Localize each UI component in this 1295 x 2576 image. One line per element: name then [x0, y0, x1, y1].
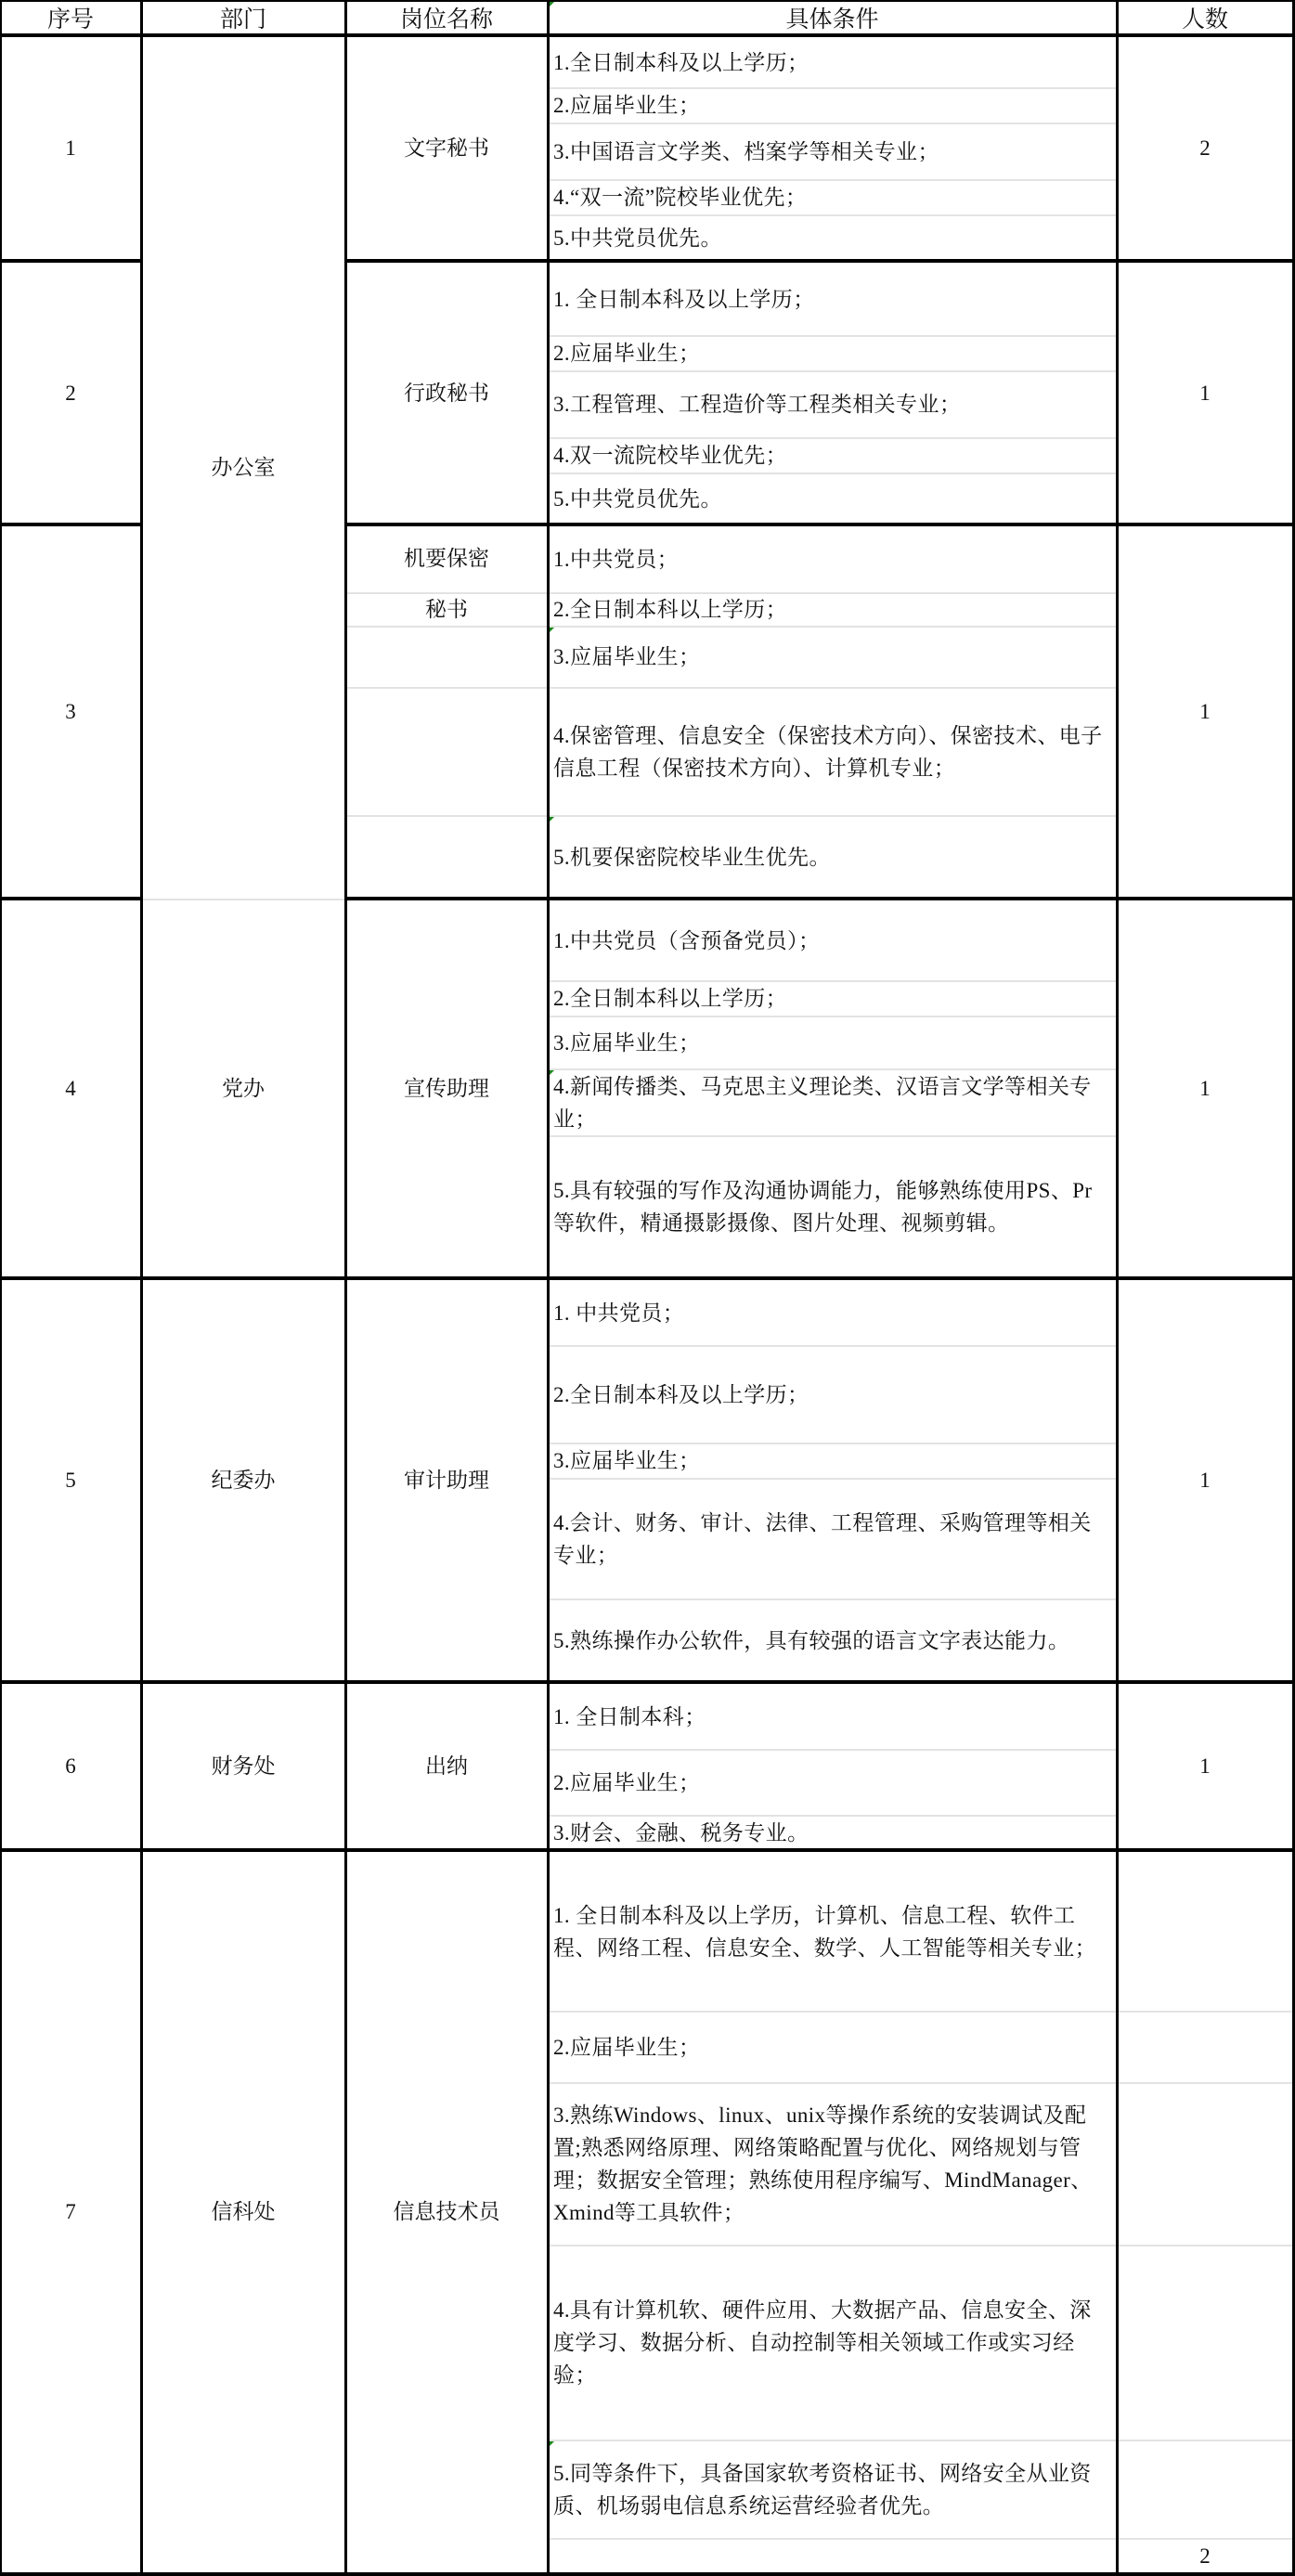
- row-5-position: 审计助理: [404, 1469, 489, 1492]
- row-1-condition-4: 4.“双一流”院校毕业优先；: [553, 186, 808, 209]
- gridline: [550, 2245, 1293, 2246]
- gridline: [550, 2082, 1293, 2084]
- row-3-condition-2: 2.全日制本科以上学历；: [553, 598, 788, 621]
- gridline: [550, 1345, 1116, 1347]
- cell-marker-icon: [550, 2441, 554, 2446]
- row-2-condition-1: 1. 全日制本科及以上学历；: [553, 287, 815, 311]
- header-position: [345, 0, 548, 35]
- border-col-1: [140, 0, 143, 2576]
- gridline: [550, 980, 1116, 982]
- border-col-3: [547, 0, 550, 2576]
- gridline: [143, 899, 345, 900]
- border-left: [0, 0, 2, 2576]
- row-4-condition-5: 5.具有较强的写作及沟通协调能力，能够熟练使用PS、Pr等软件，精通摄影摄像、图片处理、视频剪辑。: [553, 1179, 1093, 1235]
- row-6-position: 出纳: [425, 1754, 468, 1778]
- border-row-2-bottom: [0, 523, 141, 526]
- gridline: [550, 1749, 1116, 1751]
- row-1-position: 文字秘书: [404, 136, 489, 160]
- row-1-count: 2: [1199, 136, 1211, 160]
- header-position-label: 岗位名称: [399, 7, 493, 32]
- row-6-index: 6: [65, 1754, 76, 1778]
- border-col-4: [1116, 0, 1119, 2576]
- row-4-condition-4: 4.新闻传播类、马克思主义理论类、汉语言文学等相关专业；: [553, 1074, 1092, 1131]
- header-department-label: 部门: [219, 7, 266, 32]
- row-7-department: 信科处: [211, 2200, 276, 2223]
- gridline: [347, 626, 1116, 628]
- border-row-1-bottom: [0, 259, 141, 263]
- gridline: [347, 815, 1116, 817]
- row-4-position: 宣传助理: [404, 1077, 489, 1100]
- row-5-condition-5: 5.熟练操作办公软件，具有较强的语言文字表达能力。: [553, 1628, 1070, 1652]
- row-1-index: 1: [65, 136, 76, 160]
- row-7-condition-4: 4.具有计算机软、硬件应用、大数据产品、信息安全、深度学习、数据分析、自动控制等相关领域工作或实习经验；: [553, 2298, 1092, 2387]
- gridline: [550, 1478, 1116, 1480]
- gridline: [550, 1443, 1116, 1444]
- border-row-3-bottom: [0, 897, 141, 900]
- gridline: [347, 687, 1116, 689]
- row-1-condition-5: 5.中共党员优先。: [553, 226, 722, 250]
- row-7-condition-2: 2.应届毕业生；: [553, 2035, 701, 2059]
- row-5-condition-1: 1. 中共党员；: [553, 1301, 685, 1325]
- row-7-condition-1: 1. 全日制本科及以上学历，计算机、信息工程、软件工程、网络工程、信息安全、数学、人工智能等相关专业；: [553, 1903, 1096, 1960]
- row-3-condition-5: 5.机要保密院校毕业生优先。: [553, 845, 831, 869]
- row-7-condition-5: 5.同等条件下，具备国家软考资格证书、网络安全从业资质、机场弱电信息系统运营经验者优先。: [553, 2461, 1092, 2518]
- cell-marker-icon: [550, 628, 554, 632]
- row-3-condition-3: 3.应届毕业生；: [553, 645, 701, 668]
- cell-marker-icon: [550, 817, 554, 822]
- gridline: [550, 2440, 1293, 2441]
- row-3-count: 1: [1199, 700, 1211, 723]
- border-header-bottom: [0, 33, 1295, 37]
- gridline: [550, 123, 1116, 124]
- row-3-index: 3: [65, 700, 76, 723]
- row-4-department: 党办: [222, 1077, 265, 1100]
- gridline: [550, 1068, 1116, 1070]
- row-4-condition-1: 1.中共党员（含预备党员）；: [553, 928, 821, 952]
- row-1-condition-1: 1.全日制本科及以上学历；: [553, 50, 809, 74]
- row-2-condition-3: 3.工程管理、工程造价等工程类相关专业；: [553, 393, 962, 416]
- border-top: [0, 0, 1295, 2]
- row-6-condition-2: 2.应届毕业生；: [553, 1770, 701, 1794]
- row-7-count: 2: [1199, 2544, 1211, 2568]
- row-3-condition-4: 4.保密管理、信息安全（保密技术方向）、保密技术、电子信息工程（保密技术方向）、计算机专业；: [553, 723, 1103, 780]
- cell-marker-icon: [550, 1070, 554, 1075]
- row-5-department: 纪委办: [211, 1469, 276, 1492]
- row-6-condition-1: 1. 全日制本科；: [553, 1704, 706, 1728]
- gridline: [550, 214, 1116, 216]
- gridline: [550, 437, 1116, 439]
- row-4-condition-3: 3.应届毕业生；: [553, 1030, 701, 1055]
- gridline: [550, 2538, 1293, 2540]
- gridline: [550, 370, 1116, 372]
- row-7-condition-3: 3.熟练Windows、linux、unix等操作系统的安装调试及配置;熟悉网络原理、网络策略配置与优化、网络规划与管理；数据安全管理；熟练使用程序编写、MindManager、Xmind等工具软件；: [553, 2104, 1093, 2224]
- border-row-6-bottom: [0, 1848, 1295, 1852]
- row-7-index: 7: [65, 2200, 76, 2223]
- header-index: [0, 0, 141, 35]
- border-row-5-bottom: [0, 1680, 1295, 1684]
- border-row-1-bottom: [345, 259, 1295, 263]
- row-3-position-line-1: 机要保密: [404, 547, 489, 570]
- row-2-condition-5: 5.中共党员优先。: [553, 486, 722, 511]
- row-4-count: 1: [1199, 1077, 1211, 1100]
- row-7-position: 信息技术员: [393, 2200, 500, 2223]
- row-2-condition-4: 4.双一流院校毕业优先；: [553, 444, 788, 467]
- row-5-condition-4: 4.会计、财务、审计、法律、工程管理、采购管理等相关专业；: [553, 1510, 1092, 1567]
- gridline: [550, 1016, 1116, 1017]
- header-index-label: 序号: [46, 7, 94, 32]
- row-5-condition-2: 2.全日制本科及以上学历；: [553, 1382, 809, 1406]
- header-count: [1117, 0, 1293, 35]
- gridline: [550, 472, 1116, 474]
- row-1-condition-2: 2.应届毕业生；: [553, 94, 701, 117]
- row-2-condition-2: 2.应届毕业生；: [553, 342, 701, 365]
- row-4-index: 4: [65, 1077, 76, 1100]
- gridline: [347, 592, 1116, 594]
- header-count-label: 人数: [1181, 7, 1228, 32]
- row-3-condition-1: 1.中共党员；: [553, 548, 680, 571]
- row-5-count: 1: [1199, 1469, 1211, 1492]
- row-4-condition-2: 2.全日制本科以上学历；: [553, 987, 788, 1010]
- department-office-merged: 办公室: [211, 455, 276, 479]
- row-6-count: 1: [1199, 1754, 1211, 1778]
- gridline: [550, 2011, 1293, 2013]
- row-5-index: 5: [65, 1469, 76, 1492]
- header-department: [141, 0, 345, 35]
- row-1-condition-3: 3.中国语言文学类、档案学等相关专业；: [553, 139, 939, 163]
- gridline: [550, 335, 1116, 337]
- gridline: [550, 1599, 1116, 1600]
- header-conditions-label: 具体条件: [785, 7, 879, 32]
- border-col-2: [344, 0, 347, 2576]
- gridline: [550, 1815, 1116, 1817]
- header-conditions: [548, 0, 1117, 35]
- row-2-index: 2: [65, 381, 76, 405]
- row-6-condition-3: 3.财会、金融、税务专业。: [553, 1820, 809, 1845]
- row-5-condition-3: 3.应届毕业生；: [553, 1449, 701, 1472]
- border-row-4-bottom: [0, 1276, 1295, 1280]
- cell-marker-icon: [550, 2, 554, 6]
- gridline: [550, 179, 1116, 181]
- row-2-position: 行政秘书: [404, 381, 489, 405]
- row-2-count: 1: [1199, 381, 1211, 405]
- border-row-3-bottom: [345, 897, 1295, 900]
- border-bottom: [0, 2572, 1295, 2576]
- border-row-2-bottom: [345, 523, 1295, 526]
- gridline: [550, 1135, 1116, 1137]
- row-6-department: 财务处: [211, 1754, 276, 1778]
- gridline: [550, 87, 1116, 89]
- row-3-position-line-2: 秘书: [425, 597, 468, 621]
